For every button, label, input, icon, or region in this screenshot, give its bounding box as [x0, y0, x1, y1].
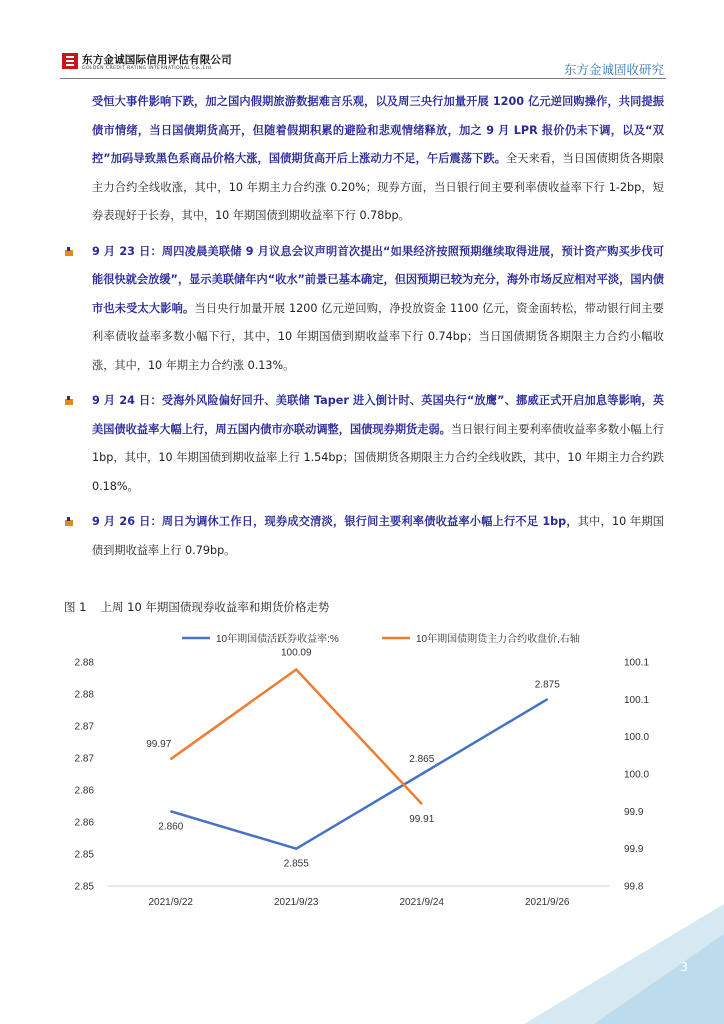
- left-axis-tick-label: 2.85: [74, 849, 94, 861]
- left-axis-tick-label: 2.87: [74, 753, 94, 765]
- figure-title: [64, 599, 329, 615]
- right-axis-tick-label: 100.1: [624, 657, 650, 669]
- paragraph-normal-text: 当日央行加量开展 1200 亿元逆回购，净投放资金 1100 亿元，资金面转松，带动银行间主要利率债收益率多数小幅下行，其中，10 年期国债到期收益率下行 0.74bp；当日国债期货各期限主力合约小幅收涨，其中，10 年期主力合约涨 0.13%。: [92, 301, 664, 372]
- data-point: [421, 773, 423, 775]
- report-series-title: 东方金诚固收研究: [563, 62, 664, 77]
- series-line: [171, 669, 422, 803]
- paragraph-bold-text: 9 月 23 日：周四凌晨美联储 9 月议息会议声明首次提出“如果经济按照预期继续取得进展，预计资产购买步伐可能很快就会放缓”，显示美联储年内“收水”前景已基本确定，但因预期已较为充分，海外市场反应相对平淡，国内债市也未受太大影响。: [92, 244, 664, 315]
- legend-label: 10年期国债活跃券收益率:%: [216, 634, 339, 645]
- yield-futures-line-chart: [60, 625, 680, 915]
- paragraph-normal-text: 全天来看，当日国债期货各期限主力合约全线收涨，其中，10 年期主力合约涨 0.20%；现券方面，当日银行间主要利率债收益率下行 1-2bp，短券表现好于长券，其中，10 年期国债到期收益率下行 0.78bp。: [92, 152, 664, 222]
- bullet-icon: [64, 247, 74, 257]
- x-axis-tick-label: 2021/9/26: [525, 897, 570, 908]
- right-axis-tick-label: 100.0: [624, 769, 650, 781]
- bullet-icon: [64, 517, 74, 527]
- paragraph-sep22-continued: [64, 88, 664, 231]
- data-point: [295, 848, 297, 850]
- data-label: 2.865: [409, 754, 435, 765]
- data-point: [295, 669, 297, 671]
- paragraph-sep24: [64, 387, 664, 501]
- right-axis-tick-label: 100.0: [624, 732, 650, 744]
- x-axis-tick-label: 2021/9/23: [274, 897, 319, 908]
- paragraph-normal-text: 当日银行间主要利率债收益率多数小幅上行 1bp，其中，10 年期国债到期收益率上行 1.54bp；国债期货各期限主力合约全线收跌，其中，10 年期主力合约跌 0.18%。: [92, 422, 664, 493]
- data-label: 2.855: [283, 858, 309, 870]
- right-axis-tick-label: 100.1: [624, 694, 650, 706]
- company-logo-icon: [62, 53, 78, 69]
- data-label: 99.91: [409, 813, 435, 825]
- page-number: 3: [680, 960, 688, 974]
- x-axis-tick-label: 2021/9/24: [399, 897, 444, 908]
- paragraph-bold-text: 9 月 24 日：受海外风险偏好回升、美联储 Taper 进入倒计时、英国央行“放鹰”、挪威正式开启加息等影响，英美国债收益率大幅上行，周五国内债市亦联动调整，国债现券期货走弱。: [92, 394, 664, 436]
- data-label: 99.97: [146, 739, 172, 751]
- right-axis-tick-label: 99.9: [624, 806, 644, 818]
- data-point: [546, 699, 548, 701]
- x-axis-tick-label: 2021/9/22: [148, 897, 193, 908]
- data-label: 100.09: [280, 647, 312, 659]
- figure-caption: 上周 10 年期国债现券收益率和期货价格走势: [100, 600, 330, 614]
- header-divider: [60, 78, 666, 79]
- data-point: [170, 758, 172, 760]
- data-label: 2.875: [534, 679, 560, 691]
- corner-decoration: [464, 874, 724, 1024]
- series-line: [171, 699, 548, 848]
- paragraph-sep26: [64, 508, 664, 565]
- left-axis-tick-label: 2.85: [74, 881, 94, 893]
- right-axis-tick-label: 99.8: [624, 881, 644, 893]
- paragraph-normal-text: 其中，10 年期国债到期收益率上行 0.79bp。: [92, 515, 664, 557]
- data-point: [421, 803, 423, 805]
- data-label: 2.860: [158, 821, 184, 833]
- page-header: [0, 0, 724, 80]
- company-name-cn: 东方金诚国际信用评估有限公司: [82, 54, 232, 66]
- paragraph-sep23: [64, 238, 664, 381]
- left-axis-tick-label: 2.88: [74, 689, 94, 701]
- left-axis-tick-label: 2.86: [74, 785, 94, 797]
- data-point: [170, 811, 172, 813]
- left-axis-tick-label: 2.88: [74, 657, 94, 669]
- figure-number: 图 1: [64, 600, 87, 614]
- company-name-en: GOLDEN CREDIT RATING INTERNATIONAL Co.,Ltd.: [82, 66, 214, 71]
- paragraph-bold-text: 受恒大事件影响下跌，加之国内假期旅游数据难言乐观，以及周三央行加量开展 1200 亿元逆回购操作，共同提振债市情绪，当日国债期货高开，但随着假期积累的避险和悲观情绪释放，加之 9 月 LPR 报价仍未下调，以及“双控”加码导致黑色系商品价格大涨，国债期货高开后上涨动力不足，午后震荡下跌。: [92, 95, 664, 165]
- bullet-icon: [64, 396, 74, 406]
- left-axis-tick-label: 2.86: [74, 817, 94, 829]
- left-axis-tick-label: 2.87: [74, 721, 94, 733]
- legend-label: 10年期国债期货主力合约收盘价,右轴: [416, 634, 580, 645]
- body-content: [64, 88, 664, 565]
- right-axis-tick-label: 99.9: [624, 844, 644, 856]
- paragraph-bold-text: 9 月 26 日：周日为调休工作日，现券成交清淡，银行间主要利率债收益率小幅上行不足 1bp，: [92, 515, 578, 528]
